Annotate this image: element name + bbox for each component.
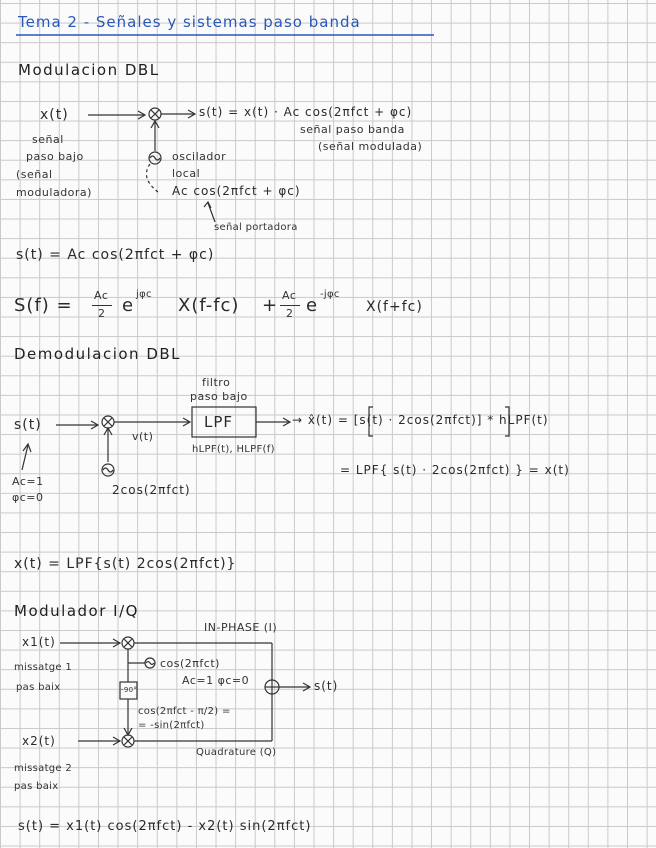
eq-freq-exp1: e xyxy=(122,295,135,316)
demod-output-eq1: → x̂(t) = [s(t) · 2cos(2πfct)] * hLPF(t) xyxy=(292,413,549,427)
lpf-label: LPF xyxy=(204,413,234,431)
iq-x1-desc-1: missatge 1 xyxy=(14,662,73,673)
iq-phase-shift: -90° xyxy=(121,686,138,694)
section-heading-iq: Modulador I/Q xyxy=(14,602,139,620)
eq-freq-frac2-bar xyxy=(280,305,300,306)
mod-input-label: x(t) xyxy=(40,107,69,123)
iq-x2-desc-2: pas baix xyxy=(14,781,59,792)
iq-x2-desc-1: missatge 2 xyxy=(14,763,73,774)
filter-response: hLPF(t), HLPF(f) xyxy=(192,444,275,455)
mod-output-eq: s(t) = x(t) · Ac cos(2πfct + φc) xyxy=(199,105,413,119)
iq-inphase-label: IN-PHASE (I) xyxy=(204,621,278,634)
demod-local-osc: 2cos(2πfct) xyxy=(112,483,191,497)
demod-param-phase: φc=0 xyxy=(12,491,44,504)
mod-input-desc-2: paso bajo xyxy=(26,150,84,163)
eq-freq-sup1: jφc xyxy=(136,289,152,300)
eq-freq-frac2-den: 2 xyxy=(286,307,294,320)
eq-freq-frac1-bar xyxy=(92,305,112,306)
carrier-pointer xyxy=(208,203,215,222)
iq-cos-label: cos(2πfct) xyxy=(160,657,220,670)
eq-freq-exp2: e xyxy=(306,295,319,316)
page-title: Tema 2 - Señales y sistemas paso banda xyxy=(18,13,361,31)
iq-params: Ac=1 φc=0 xyxy=(182,674,250,687)
iq-shift-eq2: = -sin(2πfct) xyxy=(138,720,205,731)
mod-input-desc-1: señal xyxy=(32,133,64,146)
eq-freq-term2: X(f+fc) xyxy=(366,299,423,315)
eq-freq-frac1-num: Ac xyxy=(94,289,109,302)
mod-output-desc-2: (señal modulada) xyxy=(318,140,423,153)
iq-output-label: s(t) xyxy=(314,679,339,693)
mod-input-desc-4: moduladora) xyxy=(16,186,92,199)
eq-freq-frac1-den: 2 xyxy=(98,307,106,320)
iq-final-eq: s(t) = x1(t) cos(2πfct) - x2(t) sin(2πfct) xyxy=(18,819,312,834)
carrier-eq: Ac cos(2πfct + φc) xyxy=(172,184,301,198)
iq-x1-label: x1(t) xyxy=(22,635,56,649)
iq-x2-label: x2(t) xyxy=(22,734,56,748)
eq-freq-sup2: -jφc xyxy=(320,289,340,300)
oscillator-label-1: oscilador xyxy=(172,150,227,163)
oscillator-label-2: local xyxy=(172,167,201,180)
eq-freq-lead: S(f) = xyxy=(14,295,73,316)
section-heading-dbl-mod: Modulacion DBL xyxy=(18,61,160,79)
demod-result: x(t) = LPF{s(t) 2cos(2πfct)} xyxy=(14,556,237,572)
section-heading-dbl-demod: Demodulacion DBL xyxy=(14,345,182,363)
eq-freq-plus: + xyxy=(262,295,279,316)
demod-mid-signal: v(t) xyxy=(132,430,154,443)
demod-param-ac: Ac=1 xyxy=(12,475,44,488)
carrier-dashed xyxy=(146,164,158,192)
filter-title-2: paso bajo xyxy=(190,390,248,403)
demod-input-label: s(t) xyxy=(14,417,42,433)
mod-output-desc-1: señal paso banda xyxy=(300,123,405,136)
carrier-label: señal portadora xyxy=(214,222,298,233)
eq-freq-frac2-num: Ac xyxy=(282,289,297,302)
iq-shift-eq1: cos(2πfct - π/2) = xyxy=(138,706,231,717)
demod-output-eq2: = LPF{ s(t) · 2cos(2πfct) } = x(t) xyxy=(340,463,570,477)
eq-time-domain: s(t) = Ac cos(2πfct + φc) xyxy=(16,247,215,263)
mod-input-desc-3: (señal xyxy=(16,168,53,181)
eq-freq-term1: X(f-fc) xyxy=(178,295,240,316)
iq-x1-desc-2: pas baix xyxy=(16,682,61,693)
iq-quadrature-label: Quadrature (Q) xyxy=(196,747,277,758)
filter-title-1: filtro xyxy=(202,376,231,389)
